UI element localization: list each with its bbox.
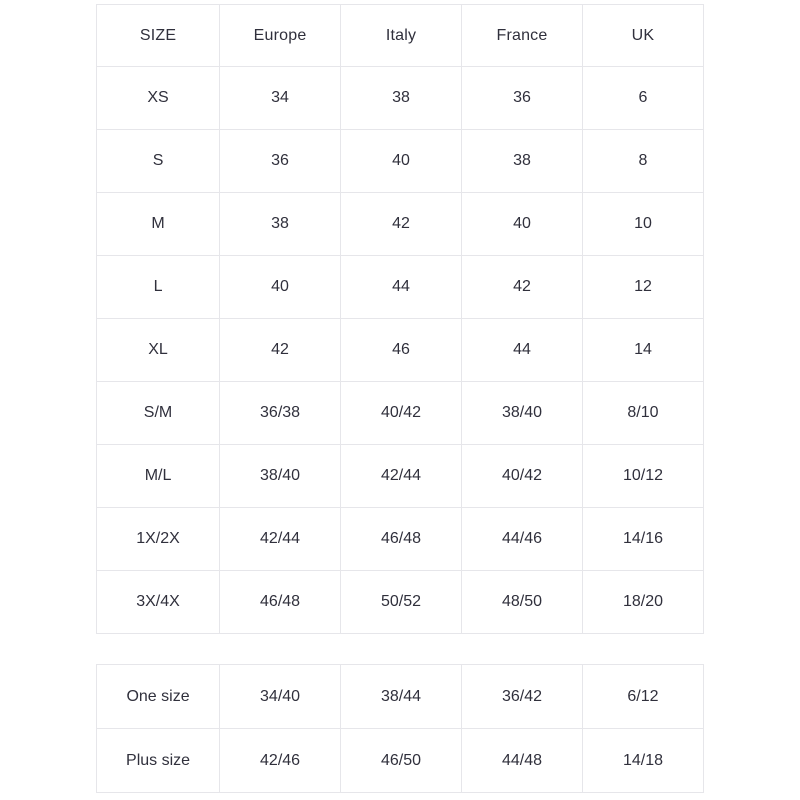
cell-uk: 14/16 bbox=[582, 508, 703, 571]
cell-europe: 42 bbox=[220, 319, 341, 382]
cell-uk: 6/12 bbox=[582, 665, 703, 729]
cell-italy: 42/44 bbox=[341, 445, 462, 508]
cell-europe: 38/40 bbox=[220, 445, 341, 508]
cell-france: 40/42 bbox=[462, 445, 583, 508]
cell-italy: 46/50 bbox=[341, 729, 462, 793]
cell-europe: 38 bbox=[220, 193, 341, 256]
cell-europe: 34 bbox=[220, 67, 341, 130]
primary-table-head bbox=[97, 5, 704, 67]
cell-france: 44/46 bbox=[462, 508, 583, 571]
cell-france: 44/48 bbox=[462, 729, 583, 793]
table-row bbox=[97, 256, 704, 319]
cell-europe: 46/48 bbox=[220, 571, 341, 634]
table-header-row bbox=[97, 5, 704, 67]
cell-italy: 38/44 bbox=[341, 665, 462, 729]
cell-italy: 42 bbox=[341, 193, 462, 256]
table-row bbox=[97, 729, 704, 793]
cell-france: 44 bbox=[462, 319, 583, 382]
table-row bbox=[97, 319, 704, 382]
secondary-table-body bbox=[97, 665, 704, 793]
cell-uk: 12 bbox=[582, 256, 703, 319]
table-row bbox=[97, 571, 704, 634]
column-header-europe: Europe bbox=[220, 5, 341, 67]
row-label: S/M bbox=[97, 382, 220, 445]
cell-france: 42 bbox=[462, 256, 583, 319]
cell-italy: 46/48 bbox=[341, 508, 462, 571]
table-row bbox=[97, 67, 704, 130]
column-header-france: France bbox=[462, 5, 583, 67]
cell-uk: 14 bbox=[582, 319, 703, 382]
row-label: XL bbox=[97, 319, 220, 382]
row-label: L bbox=[97, 256, 220, 319]
cell-uk: 14/18 bbox=[582, 729, 703, 793]
row-label: XS bbox=[97, 67, 220, 130]
primary-size-table bbox=[96, 4, 704, 634]
table-row bbox=[97, 665, 704, 729]
secondary-size-table-container bbox=[96, 664, 704, 793]
cell-italy: 40 bbox=[341, 130, 462, 193]
cell-france: 38 bbox=[462, 130, 583, 193]
cell-europe: 42/44 bbox=[220, 508, 341, 571]
column-header-size: SIZE bbox=[97, 5, 220, 67]
cell-uk: 8/10 bbox=[582, 382, 703, 445]
cell-uk: 10 bbox=[582, 193, 703, 256]
cell-italy: 40/42 bbox=[341, 382, 462, 445]
primary-size-table-container bbox=[96, 4, 704, 634]
cell-europe: 36 bbox=[220, 130, 341, 193]
cell-uk: 18/20 bbox=[582, 571, 703, 634]
cell-europe: 34/40 bbox=[220, 665, 341, 729]
cell-france: 36 bbox=[462, 67, 583, 130]
cell-uk: 8 bbox=[582, 130, 703, 193]
row-label: M bbox=[97, 193, 220, 256]
row-label: Plus size bbox=[97, 729, 220, 793]
column-header-italy: Italy bbox=[341, 5, 462, 67]
cell-italy: 46 bbox=[341, 319, 462, 382]
cell-uk: 10/12 bbox=[582, 445, 703, 508]
table-row bbox=[97, 445, 704, 508]
table-row bbox=[97, 130, 704, 193]
cell-france: 40 bbox=[462, 193, 583, 256]
cell-europe: 40 bbox=[220, 256, 341, 319]
row-label: One size bbox=[97, 665, 220, 729]
secondary-size-table bbox=[96, 664, 704, 793]
cell-italy: 38 bbox=[341, 67, 462, 130]
cell-uk: 6 bbox=[582, 67, 703, 130]
cell-france: 38/40 bbox=[462, 382, 583, 445]
cell-europe: 36/38 bbox=[220, 382, 341, 445]
cell-europe: 42/46 bbox=[220, 729, 341, 793]
cell-france: 48/50 bbox=[462, 571, 583, 634]
row-label: M/L bbox=[97, 445, 220, 508]
cell-italy: 44 bbox=[341, 256, 462, 319]
cell-france: 36/42 bbox=[462, 665, 583, 729]
table-row bbox=[97, 382, 704, 445]
row-label: 3X/4X bbox=[97, 571, 220, 634]
row-label: S bbox=[97, 130, 220, 193]
row-label: 1X/2X bbox=[97, 508, 220, 571]
table-row bbox=[97, 193, 704, 256]
primary-table-body bbox=[97, 67, 704, 634]
table-row bbox=[97, 508, 704, 571]
cell-italy: 50/52 bbox=[341, 571, 462, 634]
column-header-uk: UK bbox=[582, 5, 703, 67]
